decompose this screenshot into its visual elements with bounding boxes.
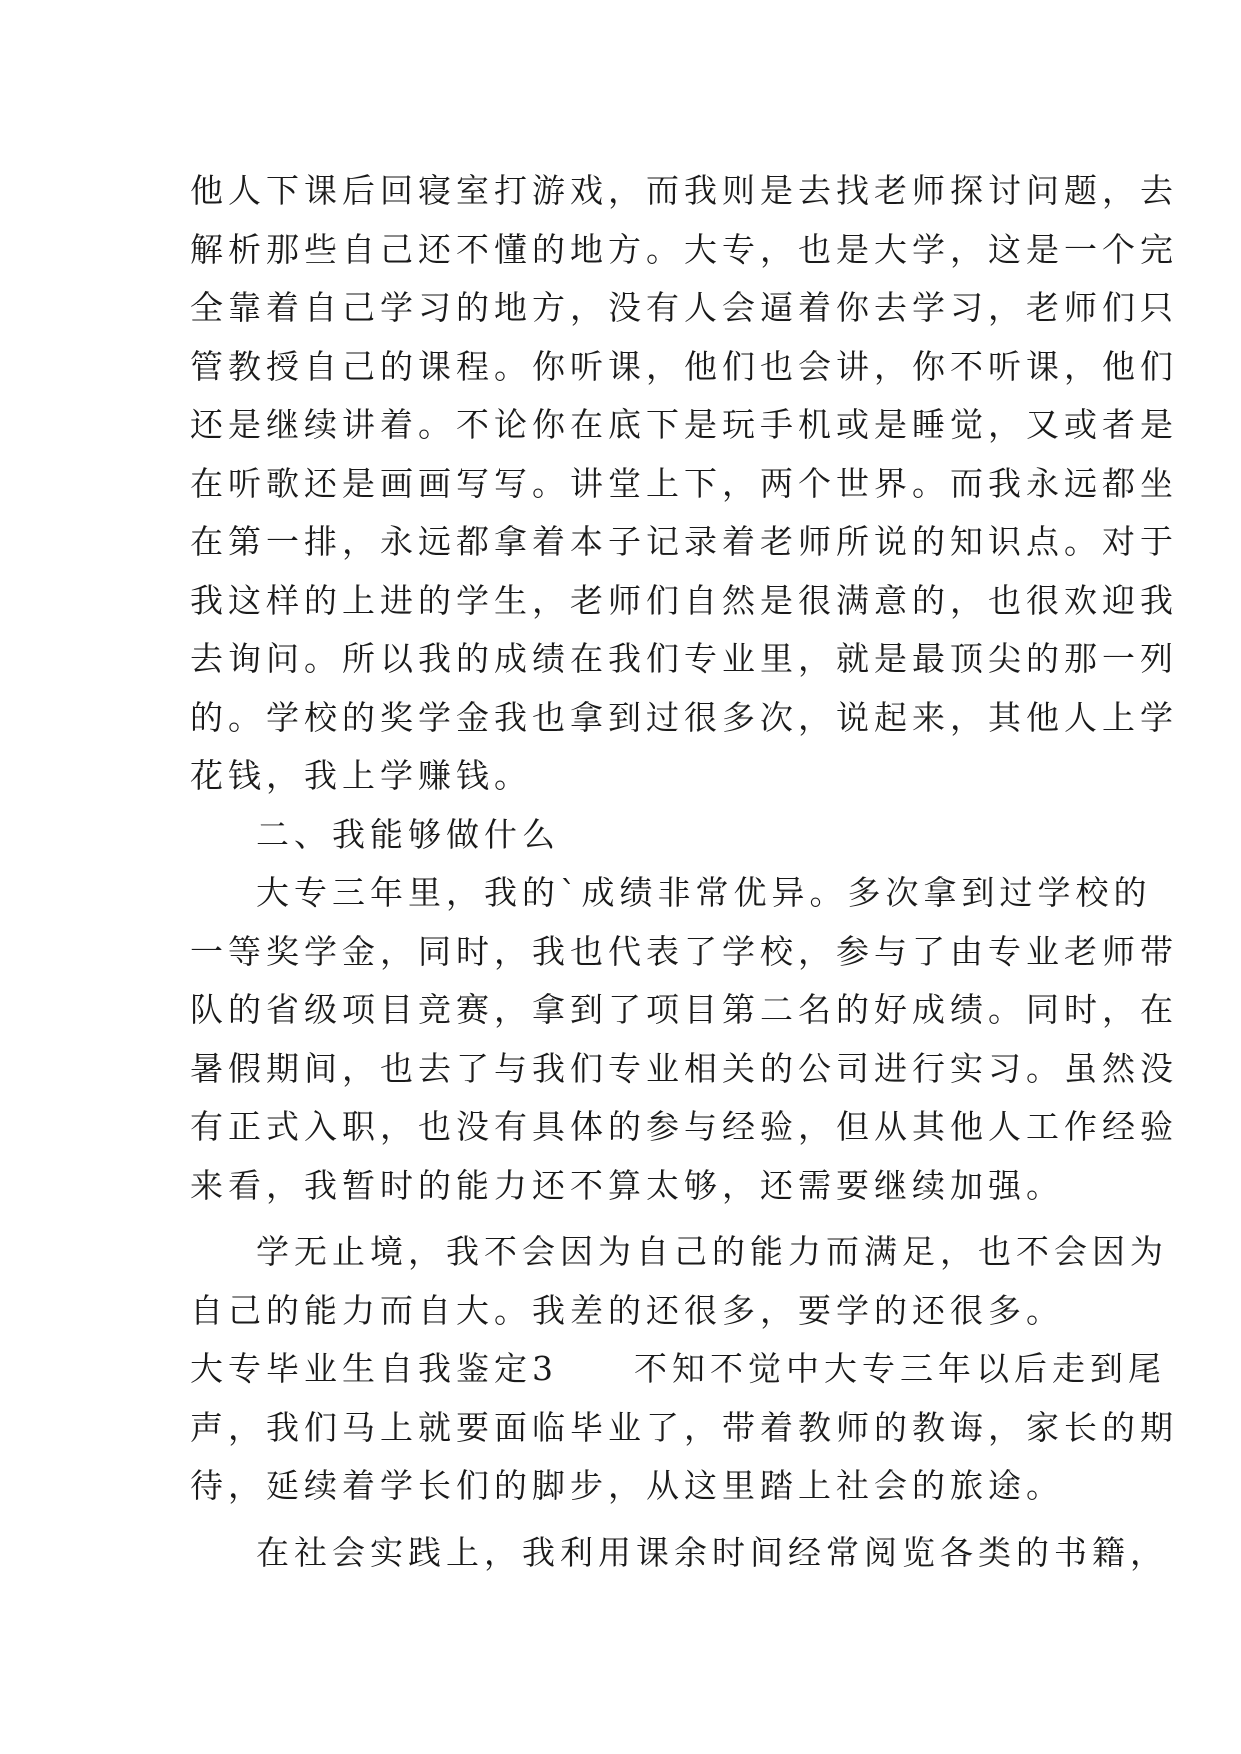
paragraph-line: 暑假期间，也去了与我们专业相关的公司进行实习。虽然没 xyxy=(190,1048,1178,1088)
document-body xyxy=(190,162,1178,1582)
paragraph-line: 待，延续着学长们的脚步，从这里踏上社会的旅途。 xyxy=(190,1466,1064,1505)
paragraph-line: 大专三年里，我的`成绩非常优异。多次拿到过学校的 xyxy=(256,873,1152,912)
paragraph-line: 一等奖学金，同时，我也代表了学校，参与了由专业老师带 xyxy=(190,931,1178,971)
paragraph-line: 还是继续讲着。不论你在底下是玩手机或是睡觉，又或者是 xyxy=(190,405,1178,444)
paragraph-line: 的。学校的奖学金我也拿到过很多次，说起来，其他人上学 xyxy=(190,697,1178,737)
paragraph-line: 声，我们马上就要面临毕业了，带着教师的教诲，家长的期 xyxy=(190,1407,1178,1447)
paragraph-line: 去询问。所以我的成绩在我们专业里，就是最顶尖的那一列 xyxy=(190,639,1178,678)
paragraph-line: 在听歌还是画画写写。讲堂上下，两个世界。而我永远都坐 xyxy=(190,463,1178,503)
paragraph-line: 有正式入职，也没有具体的参与经验，但从其他人工作经验 xyxy=(190,1107,1178,1146)
paragraph-line: 他人下课后回寝室打游戏，而我则是去找老师探讨问题，去 xyxy=(190,171,1178,210)
paragraph-line: 学无止境，我不会因为自己的能力而满足，也不会因为 xyxy=(256,1232,1168,1271)
paragraph-line: 在社会实践上，我利用课余时间经常阅览各类的书籍， xyxy=(256,1532,1168,1572)
paragraph-line: 解析那些自己还不懂的地方。大专，也是大学，这是一个完 xyxy=(190,229,1178,269)
paragraph-line: 自己的能力而自大。我差的还很多，要学的还很多。 xyxy=(190,1290,1064,1330)
paragraph-gap xyxy=(190,1215,1060,1223)
paragraph-line: 在第一排，永远都拿着本子记录着老师所说的知识点。对于 xyxy=(190,522,1178,561)
paragraph-line: 队的省级项目竞赛，拿到了项目第二名的好成绩。同时，在 xyxy=(190,990,1178,1029)
paragraph-line: 全靠着自己学习的地方，没有人会逼着你去学习，老师们只 xyxy=(190,288,1178,327)
paragraph-gap xyxy=(190,1516,1060,1524)
section-heading-line: 大专毕业生自我鉴定3 不知不觉中大专三年以后走到尾 xyxy=(190,1349,1166,1388)
paragraph-line: 来看，我暂时的能力还不算太够，还需要继续加强。 xyxy=(190,1165,1064,1205)
paragraph-line: 我这样的上进的学生，老师们自然是很满意的，也很欢迎我 xyxy=(190,580,1178,620)
paragraph-line: 花钱，我上学赚钱。 xyxy=(190,756,532,795)
section-heading: 二、我能够做什么 xyxy=(256,814,560,854)
paragraph-line: 管教授自己的课程。你听课，他们也会讲，你不听课，他们 xyxy=(190,346,1178,386)
